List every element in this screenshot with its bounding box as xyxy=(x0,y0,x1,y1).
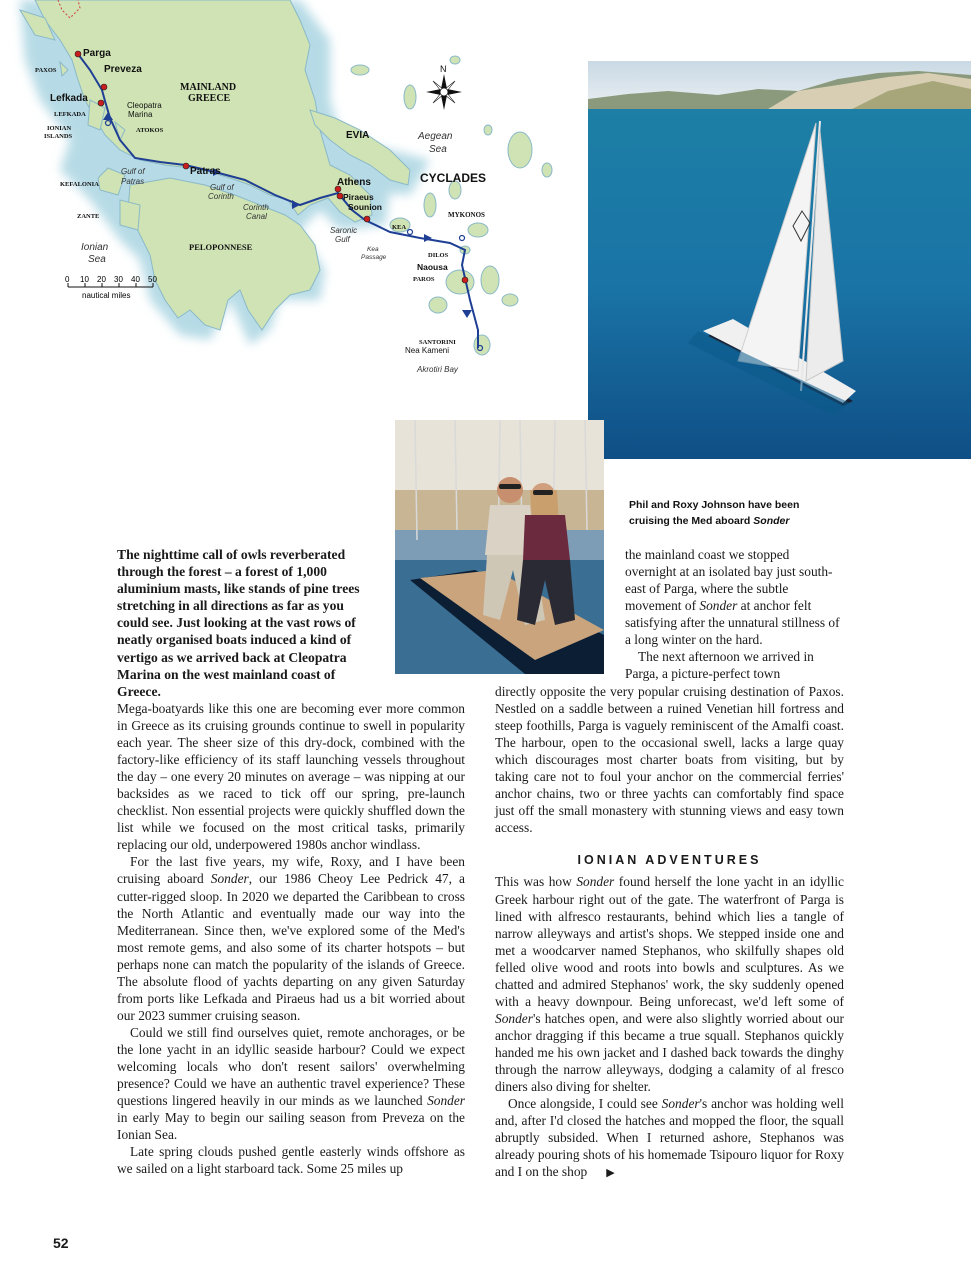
paragraph xyxy=(495,873,844,1095)
label-gulf-patras-1: Gulf of xyxy=(121,167,145,176)
label-akrotiri: Akrotiri Bay xyxy=(417,365,458,374)
compass-north-label: N xyxy=(440,64,447,74)
paragraph: directly opposite the very popular cruising destination of Paxos. Nestled on a saddle between a ruined Venetian hill fortress and steep foothills, Parga is vaguely reminiscent of the Amalfi coast. The harbour, open to the occasional swell, lacks a large quay which discourages most charter boats from visiting, but by taking care not to foul your anchor on the commercial ferries' anchor chains, two or three yachts can comfortably find space just off the small monastery with stunning views and easy town access. xyxy=(495,684,844,836)
label-parga: Parga xyxy=(83,48,111,59)
label-lefkada-caps: LEFKADA xyxy=(54,111,86,118)
sailboat-photo xyxy=(588,61,971,459)
label-athens: Athens xyxy=(337,177,371,188)
label-atokos: ATOKOS xyxy=(136,127,164,134)
paragraph: Mega-boatyards like this one are becoming ever more common in Greece as its cruising grounds continue to swell in popularity each year. The sheer size of this dry-dock, combined with the factory-like efficiency of its staff launching vessels throughout the day – one every 20 minutes on average – was nipping at our backsides as we raced to tick off our spring, pre-launch checklist. Non essential projects were quickly shuffled down the list while we focused on the most critical tasks, primarily replacing our old, underpowered 1980s anchor windlass. xyxy=(117,701,465,853)
label-cyclades: CYCLADES xyxy=(420,171,487,185)
scale-tick-50: 50 xyxy=(148,275,157,284)
label-cleopatra-1: Cleopatra xyxy=(127,101,162,110)
text-span: This was how xyxy=(495,874,577,890)
label-ionian-sea-1: Ionian xyxy=(81,242,109,253)
label-saronic-1: Saronic xyxy=(330,226,358,235)
text-span: For the last five years, my wife, Roxy, and I have been cruising aboard xyxy=(117,854,465,887)
label-patras: Patras xyxy=(190,166,221,177)
label-ionian-islands-1: IONIAN xyxy=(47,125,72,132)
label-aegean-2: Sea xyxy=(429,144,447,155)
caption-line-2-prefix: cruising the Med aboard xyxy=(629,515,754,527)
body-column-right xyxy=(495,683,844,1182)
text-span: 's anchor was holding well and, after I'd closed the hatches and mopped the floor, the squall abruptly subsided. When I returned ashore, Stephanos was already pouring shots of his homemade Tsipouro liquor for Roxy and I on the shop xyxy=(495,1096,844,1180)
text-span: Could we still find ourselves quiet, remote anchorages, or be the lone yacht in an idyllic seaside harbour? Could we expect welcoming locals who don't resent sailors' overwhelming presence? Could we have an authentic travel experience? These questions lingered heavily in our minds as we launched xyxy=(117,1024,465,1109)
label-ionian-sea-2: Sea xyxy=(88,254,106,265)
section-subheading: IONIAN ADVENTURES xyxy=(577,853,762,868)
label-kea-passage-2: Passage xyxy=(361,254,387,261)
text-span: Once alongside, I could see xyxy=(508,1096,662,1112)
couple-on-bow-photo xyxy=(395,420,604,674)
paragraph xyxy=(117,1024,465,1143)
boat-name: Sonder xyxy=(661,1096,700,1112)
boat-name: Sonder xyxy=(576,874,615,890)
text-span: in early May to begin our sailing season from Preveza on the Ionian Sea. xyxy=(117,1110,465,1143)
label-peloponnese: PELOPONNESE xyxy=(189,242,253,252)
scale-tick-30: 30 xyxy=(114,275,123,284)
continue-arrow-icon: ▶ xyxy=(606,1167,615,1180)
label-corinth-canal-1: Corinth xyxy=(243,203,269,212)
label-piraeus: Piraeus xyxy=(343,192,374,202)
boat-name: Sonder xyxy=(210,871,249,887)
label-paros: PAROS xyxy=(413,276,435,283)
boat-name: Sonder xyxy=(699,598,738,614)
scale-tick-0: 0 xyxy=(65,275,70,284)
label-saronic-2: Gulf xyxy=(335,235,350,244)
caption-boat-name: Sonder xyxy=(753,515,790,527)
body-column-right-top xyxy=(625,546,843,682)
scale-tick-20: 20 xyxy=(97,275,106,284)
label-nea-kameni: Nea Kameni xyxy=(405,346,450,355)
label-mainland-1: MAINLAND xyxy=(180,82,237,93)
label-dilos: DILOS xyxy=(428,252,449,259)
scale-tick-40: 40 xyxy=(131,275,140,284)
label-naousa: Naousa xyxy=(417,262,448,272)
scale-unit: nautical miles xyxy=(82,291,131,300)
label-ionian-islands-2: ISLANDS xyxy=(44,133,73,140)
body-column-left xyxy=(117,700,465,1177)
intro-standfirst xyxy=(117,546,375,700)
boat-name: Sonder xyxy=(427,1093,465,1109)
route-map xyxy=(0,0,600,420)
scale-bar xyxy=(65,275,157,300)
intro-text: The nighttime call of owls reverberated through the forest – a forest of 1,000 aluminium masts, like stands of pine trees stretching in all directions as far as you could see. Just looking at the vast rows of neatly organised boats induced a kind of vertigo as we arrived back at Cleopatra Marina on the west mainland coast of Greece. xyxy=(117,547,360,699)
label-gulf-patras-2: Patras xyxy=(121,177,145,186)
label-mykonos: MYKONOS xyxy=(448,211,485,219)
paragraph xyxy=(117,853,465,1023)
label-gulf-corinth-1: Gulf of xyxy=(210,183,234,192)
text-span: 's hatches open, and were also slightly worried about our anchor dragging if this became a true squall. Stephanos quickly handed me his own jacket and I dashed back towards the dinghy through the narrow alleyways, dodging a calamity of al fresco diners also diving for shelter. xyxy=(495,1010,844,1095)
text-span: , our 1986 Cheoy Lee Pedrick 47, a cutter-rigged sloop. In 2020 we departed the Caribbean to cross the North Atlantic and eventually made our way into the Mediterranean. Since then, we've explored some of the Med's most remote gems, and also some of its charter hotspots – but perhaps none can match the popularity of the islands of Greece. The absolute flood of yachts departing on any given Saturday from ports like Lefkada and Piraeus had us a bit worried about our 2023 summer cruising season. xyxy=(117,871,465,1023)
paragraph: The next afternoon we arrived in Parga, a picture-perfect town xyxy=(625,649,814,682)
text-span: at anchor felt satisfying after the unnatural stillness of a long winter on the hard. xyxy=(625,598,840,648)
label-cleopatra-2: Marina xyxy=(128,110,153,119)
photo-caption xyxy=(629,497,849,529)
page-number: 52 xyxy=(53,1235,69,1251)
label-corinth-canal-2: Canal xyxy=(246,212,267,221)
caption-line-1: Phil and Roxy Johnson have been xyxy=(629,499,800,511)
label-evia: EVIA xyxy=(346,130,370,141)
paragraph xyxy=(625,546,843,648)
boat-name: Sonder xyxy=(495,1010,533,1026)
label-paxos: PAXOS xyxy=(35,67,57,74)
label-sounion: Sounion xyxy=(348,202,382,212)
label-kea: KEA xyxy=(392,224,407,231)
label-kea-passage-1: Kea xyxy=(367,246,379,253)
label-zante: ZANTE xyxy=(77,213,100,220)
label-preveza: Preveza xyxy=(104,64,142,75)
label-aegean-1: Aegean xyxy=(418,131,453,142)
paragraph xyxy=(495,1095,844,1182)
label-santorini: SANTORINI xyxy=(419,339,456,346)
text-span: found herself the lone yacht in an idyllic Greek harbour right out of the gate. The waterfront of Parga is lined with alfresco restaurants, behind which lies a tangle of narrow alleyways and artist's shops. We stepped inside one and met a woodcarver named Stephanos, who skilfully shapes old felled olive wood and roots into bowls and sculptures. As we chatted and admired Stephanos' work, the sky suddenly opened with a heavy downpour. Being unforecast, we'd left some of xyxy=(495,874,844,1009)
label-gulf-corinth-2: Corinth xyxy=(208,192,234,201)
compass-icon xyxy=(426,74,462,110)
label-lefkada: Lefkada xyxy=(50,93,88,104)
scale-tick-10: 10 xyxy=(80,275,89,284)
paragraph: Late spring clouds pushed gentle easterly winds offshore as we sailed on a light starboard tack. Some 25 miles up xyxy=(117,1144,465,1177)
label-kefalonia: KEFALONIA xyxy=(60,181,99,188)
text-span: the mainland coast we stopped overnight at an isolated bay just south-east of Parga, where the subtle movement of xyxy=(625,547,833,614)
label-mainland-2: GREECE xyxy=(188,93,231,104)
